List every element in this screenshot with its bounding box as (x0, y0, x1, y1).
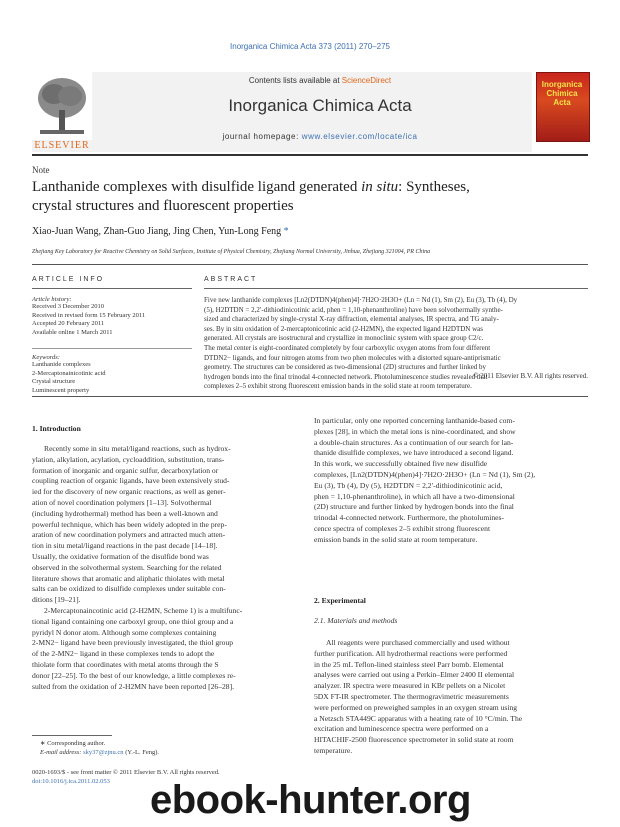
keyword-item: Luminescent property (32, 386, 90, 394)
body-divider (32, 396, 588, 397)
journal-title: Inorganica Chimica Acta (228, 96, 412, 115)
journal-homepage: journal homepage: www.elsevier.com/locate/ica (222, 132, 418, 141)
keywords-divider (32, 348, 192, 349)
abstract-body: Five new lanthanide complexes [Ln2(DTDN)4(phen)4]·7H2O·2H3O+ (Ln = Nd (1), Sm (2), Eu (3), Tb (4), Dy (5), H2DTDN = 2,2′-dithiodinicotinic acid, phen = 1,10-phenanthroline) have been solvothermally synthe- sized and characterized by single-crystal X-ray diffraction, elemental analyses, IR spectra, and TG analy- ses. By in situ oxidation of 2-mercaptonicotinic acid (2-H2MN), the expected ligand H2DTDN was generated. All crystals are isostructural and crystallize in monoclinic system with space group C2/c. The metal center is eight-coordinated completely by four carboxylic oxygen atoms from four different DTDN2− ligands, and four nitrogen atoms from two phen molecules with a distorted square-antiprismatic geometry. The structures can be considered as two-dimensional (2D) structures and further linked by hydrogen bonds into the final trinodal 4-connected network. Photoluminescence studies revealed that complexes 2–5 exhibit strong fluorescent emission bands in the solid state at room temperature. (204, 296, 518, 391)
publisher-name: ELSEVIER (34, 140, 90, 151)
keywords: Keywords: Lanthanide complexes 2-Mercaptonainicotinic acid Crystal structure Luminescent property (32, 354, 192, 395)
info-divider (32, 288, 192, 289)
history-item: Accepted 20 February 2011 (32, 320, 105, 327)
right-column-text: In particular, only one reported concerning lanthanide-based com- plexes [28], in which the metal ions is nine-coordinated, and show a double-chain structures. As a continuation of our search for lan- thanide disulfide complexes, we have introduced a second ligand. In this work, we successfully obtained five new disulfide complexes, [Ln2(DTDN)4(phen)4]·7H2O·2H3O+ (Ln = Nd (1), Sm (2), Eu (3), Tb (4), Dy (5), H2DTDN = 2,2′-dithiodinicotinic acid, phen = 1,10-phenanthroline), in which all have a two-dimensional (2D) structure and further linked by hydrogen bonds into the final trinodal 4-connected network. Furthermore, the photolumines- cence spectra of complexes 2–5 exhibit strong fluorescent emission bands in the solid state at room temperature. (314, 416, 536, 544)
elsevier-tree-logo (32, 72, 92, 140)
article-info-heading: ARTICLE INFO (32, 276, 105, 283)
keyword-item: 2-Mercaptonainicotinic acid (32, 369, 106, 377)
experimental-heading: 2. Experimental (314, 596, 366, 605)
corresponding-author-marker[interactable]: * (281, 226, 289, 237)
homepage-link[interactable]: www.elsevier.com/locate/ica (301, 132, 418, 141)
watermark: ebook-hunter.org (150, 778, 471, 822)
abstract-heading: ABSTRACT (204, 276, 258, 283)
history-item: Received 3 December 2010 (32, 303, 105, 310)
history-item: Received in revised form 15 February 2011 (32, 311, 146, 319)
intro-heading: 1. Introduction (32, 424, 81, 433)
affiliation: Zhejiang Key Laboratory for Reactive Chemistry on Solid Surfaces, Institute of Physical Chemistry, Zhejiang Normal University, Jinhua, Zhejiang 321004, PR China (32, 249, 431, 255)
abstract-copyright: © 2011 Elsevier B.V. All rights reserved. (473, 372, 588, 380)
header-divider (32, 154, 588, 156)
issn-line: 0020-1693/$ - see front matter © 2011 Elsevier B.V. All rights reserved. (32, 769, 220, 776)
doi-link[interactable]: doi:10.1016/j.ica.2011.02.053 (32, 778, 110, 785)
intro-text: Recently some in situ metal/ligand reactions, such as hydrox- ylation, alkylation, acylation, cycloaddition, substitution, trans- formation of inorganic and organic sulfur, decarboxylation or coupling reaction of organic ligands, have been extensively stud- ied for the discovery of new organic reactions, as well as gener- ation of novel coordination polymers [1–13]. Solvothermal (including hydrothermal) method has been a well-known and powerful technique, which has been widely adopted in the prep- aration of new coordination polymers and attracted much atten- tion in situ metal/ligand reactions in the past decade [14–18]. Usually, the oxidative formation of the disulfide bond was observed in the solvothermal system. Searching for the related literature shows that aromatic and aliphatic thiolates with metal salts can be oxidized to disulfide complexes under suitable con- ditions [19–21]. 2-Mercaptonaincotinic acid (2-H2MN, Scheme 1) is a multifunc- tional ligand containing one carboxyl group, one thiol group and a pyridyl N donor atom. Although some complexes containing 2-MN2− ligand have been previously investigated, the thiol group of the 2-MN2− ligand in these complexes tends to adopt the thiolate form that coordinates with metal atoms through the S donor [22–25]. To the best of our knowledge, a little complexes re- sulted from the oxidation of 2-H2MN have been reported [26–28]. (32, 444, 243, 691)
email-link[interactable]: sky37@zjnu.cn (83, 748, 124, 756)
article-history: Article history: Received 3 December 2010 Received in revised form 15 February 2011 Accepted 20 February 2011 Available online 1 March 2011 (32, 296, 192, 337)
history-item: Available online 1 March 2011 (32, 328, 113, 336)
footnote-divider (32, 735, 112, 736)
materials-heading: 2.1. Materials and methods (314, 616, 398, 625)
sciencedirect-link[interactable]: ScienceDirect (341, 76, 392, 85)
journal-reference[interactable]: Inorganica Chimica Acta 373 (2011) 270–275 (230, 42, 390, 51)
abstract-divider (204, 288, 588, 289)
article-type: Note (32, 165, 50, 175)
article-title: Lanthanide complexes with disulfide ligand generated in situ: Syntheses, crystal structures and fluorescent properties (32, 179, 470, 214)
affiliation-divider (32, 264, 588, 265)
corresponding-footnote: ∗ Corresponding author. E-mail address: sky37@zjnu.cn (Y.-L. Feng). (40, 740, 160, 756)
journal-cover-title: Inorganica Chimica Acta (541, 80, 583, 107)
author-list: Xiao-Juan Wang, Zhan-Guo Jiang, Jing Chen, Yun-Long Feng * (32, 226, 289, 237)
materials-text: All reagents were purchased commercially and used without further purification. All hydrothermal reactions were performed in the 25 mL Teflon-lined stainless steel Parr bomb. Elemental analyses were carried out using a Perkin–Elmer 2400 II elemental analyzer. IR spectra were measured in KBr pellets on a Nicolet 5DX FT-IR spectrometer. The thermogravimetric measurements were performed on preweighed samples in an oxygen stream using a Netzsch STA449C apparatus with a heating rate of 10 °C/min. The excitation and luminescence spectra were performed on a HITACHIF-2500 fluorescence spectrometer in solid state at room temperature. (314, 638, 523, 755)
keyword-item: Crystal structure (32, 378, 76, 385)
contents-available: Contents lists available at ScienceDirect (248, 76, 392, 85)
keyword-item: Lanthanide complexes (32, 361, 91, 368)
